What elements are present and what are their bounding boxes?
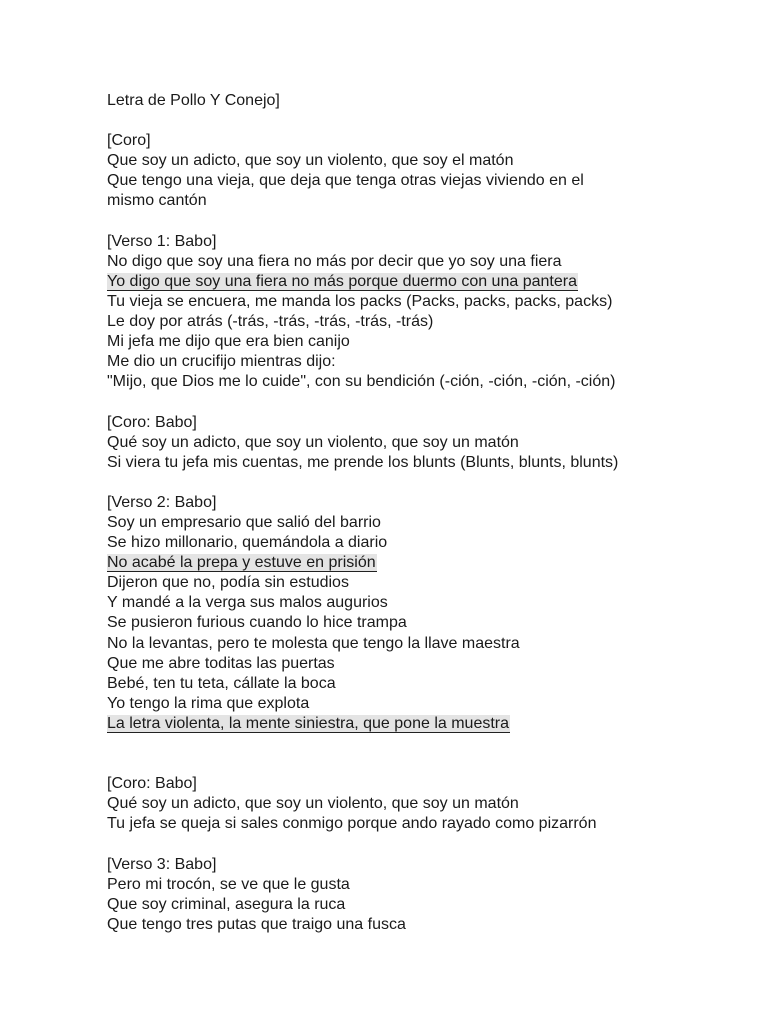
spacer (107, 212, 747, 232)
lyric-line: Que soy criminal, asegura la ruca (107, 895, 346, 913)
lyric-line: Dijeron que no, podía sin estudios (107, 574, 349, 592)
lyric-line: Que tengo tres putas que traigo una fusca (107, 915, 406, 933)
lyric-line: Soy un empresario que salió del barrio (107, 513, 381, 531)
lyric-line: Bebé, ten tu teta, cállate la boca (107, 674, 336, 692)
lyric-line: Que tengo una vieja, que deja que tenga otras viejas viviendo en el (107, 172, 584, 190)
lyric-line: Que me abre toditas las puertas (107, 654, 335, 672)
lyric-line: No digo que soy una fiera no más por decir que yo soy una fiera (107, 252, 562, 270)
lyric-line: Pero mi trocón, se ve que le gusta (107, 875, 350, 893)
lyric-line-highlighted (107, 272, 747, 292)
spacer (107, 392, 747, 412)
section-header: [Verso 3: Babo] (107, 855, 217, 873)
spacer (107, 473, 747, 493)
lyric-line: Yo tengo la rima que explota (107, 694, 310, 712)
lyric-line-highlighted (107, 553, 747, 573)
spacer (107, 754, 747, 774)
section-header: [Coro: Babo] (107, 413, 197, 431)
lyric-line: Si viera tu jefa mis cuentas, me prende los blunts (Blunts, blunts, blunts) (107, 453, 619, 471)
lyric-line: Y mandé a la verga sus malos augurios (107, 594, 388, 612)
highlight: Yo digo que soy una fiera no más porque duermo con una pantera (107, 272, 577, 290)
lyric-line: Tu jefa se queja si sales conmigo porque ando rayado como pizarrón (107, 815, 597, 833)
lyric-line: Me dio un crucifijo mientras dijo: (107, 353, 336, 371)
highlight: No acabé la prepa y estuve en prisión (107, 554, 376, 572)
section-header: [Coro: Babo] (107, 775, 197, 793)
section-header: [Coro] (107, 132, 151, 150)
lyric-line: Mi jefa me dijo que era bien canijo (107, 333, 350, 351)
section-header: [Verso 1: Babo] (107, 232, 217, 250)
lyric-line: Qué soy un adicto, que soy un violento, que soy un matón (107, 795, 519, 813)
lyric-line: mismo cantón (107, 192, 207, 210)
lyrics-document (107, 91, 747, 935)
spacer (107, 734, 747, 754)
lyric-line: Le doy por atrás (-trás, -trás, -trás, -trás, -trás) (107, 313, 434, 331)
lyric-line: Se pusieron furious cuando lo hice trampa (107, 614, 407, 632)
lyric-line: Se hizo millonario, quemándola a diario (107, 534, 388, 552)
lyric-line: Qué soy un adicto, que soy un violento, que soy un matón (107, 433, 519, 451)
document-title: Letra de Pollo Y Conejo] (107, 92, 280, 109)
section-header: [Verso 2: Babo] (107, 493, 217, 511)
spacer (107, 834, 747, 854)
lyric-line: "Mijo, que Dios me lo cuide", con su bendición (-ción, -ción, -ción, -ción) (107, 373, 616, 391)
lyric-line-highlighted (107, 714, 747, 734)
spacer (107, 111, 747, 131)
lyric-line: Tu vieja se encuera, me manda los packs (Packs, packs, packs, packs) (107, 292, 613, 310)
highlight: La letra violenta, la mente siniestra, que pone la muestra (107, 714, 510, 732)
lyric-line: No la levantas, pero te molesta que tengo la llave maestra (107, 634, 520, 652)
lyric-line: Que soy un adicto, que soy un violento, que soy el matón (107, 152, 514, 170)
